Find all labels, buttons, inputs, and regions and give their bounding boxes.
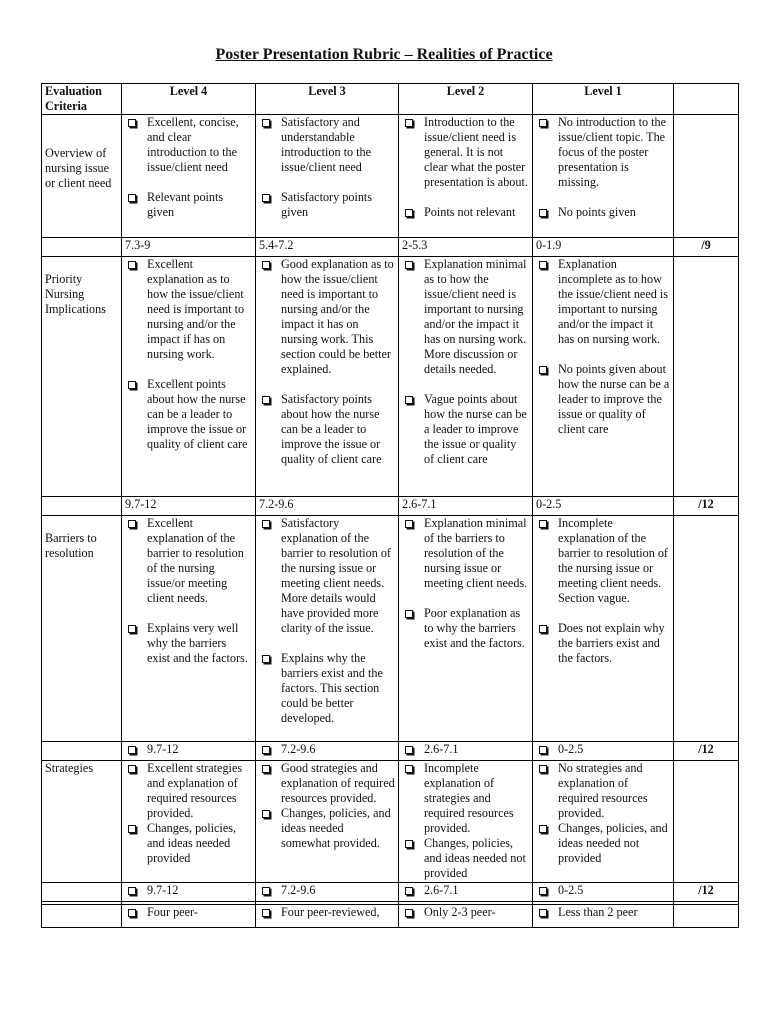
criterion-label: Strategies xyxy=(42,761,122,883)
bullet-text: Excellent explanation of the barrier to resolution of the nursing issue/or meeting client needs. xyxy=(147,516,244,605)
checkbox-icon xyxy=(539,746,547,754)
bullet-item xyxy=(125,190,252,220)
range-level-3 xyxy=(256,497,399,516)
checkbox-icon xyxy=(128,825,136,833)
range-text: 2-5.3 xyxy=(402,238,428,252)
range-text: 5.4-7.2 xyxy=(259,238,294,252)
range-text: 7.2-9.6 xyxy=(281,742,316,756)
bullet-item xyxy=(536,761,670,821)
checkbox-icon xyxy=(405,746,413,754)
bullet-text: Changes, policies, and ideas needed provided xyxy=(147,821,237,865)
bullet-text: Satisfactory points given xyxy=(281,190,373,219)
level-2-cell xyxy=(399,905,533,928)
level-3-cell xyxy=(256,115,399,238)
score-header xyxy=(674,84,739,115)
level-1-header: Level 1 xyxy=(533,84,674,115)
checkbox-icon xyxy=(262,261,270,269)
bullet-item xyxy=(259,516,395,636)
checkbox-icon xyxy=(262,909,270,917)
checkbox-icon xyxy=(128,625,136,633)
bullet-text: Explanation minimal of the barriers to resolution of the nursing issue or meeting client needs. xyxy=(424,516,528,590)
bullet-item xyxy=(259,115,395,175)
range-line xyxy=(259,742,395,757)
range-level-2 xyxy=(399,742,533,761)
range-line xyxy=(259,883,395,898)
total-score: /12 xyxy=(674,497,739,516)
criterion-row-strategies xyxy=(42,761,739,883)
bullet-item xyxy=(536,621,670,666)
bullet-text: Four peer- xyxy=(147,905,198,919)
checkbox-icon xyxy=(262,765,270,773)
empty-cell xyxy=(42,238,122,257)
bullet-text: Explains why the barriers exist and the factors. This section could be better developed. xyxy=(281,651,383,725)
level-2-cell xyxy=(399,257,533,497)
checkbox-icon xyxy=(405,887,413,895)
bullet-item xyxy=(536,905,670,920)
level-1-cell xyxy=(533,257,674,497)
range-level-2 xyxy=(399,883,533,902)
bullet-text: Relevant points given xyxy=(147,190,224,219)
total-score: /12 xyxy=(674,883,739,902)
bullet-item xyxy=(259,392,395,467)
range-level-3 xyxy=(256,238,399,257)
bullet-text: Good strategies and explanation of required resources provided. xyxy=(281,761,395,805)
bullet-text: Explains very well why the barriers exist and the factors. xyxy=(147,621,248,665)
checkbox-icon xyxy=(405,396,413,404)
level-4-cell xyxy=(122,257,256,497)
bullet-item xyxy=(259,905,395,920)
range-line xyxy=(536,883,670,898)
checkbox-icon xyxy=(405,765,413,773)
score-range-row xyxy=(42,883,739,902)
checkbox-icon xyxy=(262,887,270,895)
level-2-cell xyxy=(399,761,533,883)
range-line xyxy=(402,742,529,757)
checkbox-icon xyxy=(128,520,136,528)
level-4-header: Level 4 xyxy=(122,84,256,115)
checkbox-icon xyxy=(405,909,413,917)
range-text: 9.7-12 xyxy=(147,883,179,897)
rubric-table xyxy=(41,83,739,928)
range-level-1 xyxy=(533,497,674,516)
level-4-cell xyxy=(122,905,256,928)
bullet-item xyxy=(125,377,252,452)
bullet-item xyxy=(259,651,395,726)
checkbox-icon xyxy=(128,119,136,127)
bullet-text: Vague points about how the nurse can be a leader to improve the issue or quality of client care xyxy=(424,392,527,466)
range-level-2 xyxy=(399,497,533,516)
checkbox-icon xyxy=(128,887,136,895)
checkbox-icon xyxy=(262,396,270,404)
header-row xyxy=(42,84,739,115)
empty-cell xyxy=(42,742,122,761)
bullet-item xyxy=(259,190,395,220)
bullet-text: No introduction to the issue/client topic. The focus of the poster presentation is missing. xyxy=(558,115,666,189)
range-text: 9.7-12 xyxy=(147,742,179,756)
checkbox-icon xyxy=(539,625,547,633)
criterion-row-references xyxy=(42,905,739,928)
checkbox-icon xyxy=(405,119,413,127)
bullet-item xyxy=(259,257,395,377)
bullet-text: Changes, policies, and ideas needed not provided xyxy=(424,836,526,880)
checkbox-icon xyxy=(539,887,547,895)
bullet-text: Less than 2 peer xyxy=(558,905,638,919)
bullet-item xyxy=(402,115,529,190)
score-cell xyxy=(674,761,739,883)
bullet-item xyxy=(536,362,670,437)
range-text: 0-2.5 xyxy=(558,883,584,897)
checkbox-icon xyxy=(539,520,547,528)
bullet-item xyxy=(259,761,395,806)
bullet-text: Introduction to the issue/client need is general. It is not clear what the poster presentation is about. xyxy=(424,115,528,189)
checkbox-icon xyxy=(128,381,136,389)
range-text: 0-2.5 xyxy=(558,742,584,756)
bullet-text: Good explanation as to how the issue/client need is important to nursing and/or the impact it has on nursing work. This section could be better explained. xyxy=(281,257,394,376)
criterion-row-priority xyxy=(42,257,739,497)
score-range-row xyxy=(42,497,739,516)
bullet-text: Changes, policies, and ideas needed not provided xyxy=(558,821,668,865)
bullet-item xyxy=(125,621,252,666)
checkbox-icon xyxy=(405,840,413,848)
range-line xyxy=(125,883,252,898)
checkbox-icon xyxy=(262,746,270,754)
bullet-item xyxy=(402,516,529,591)
checkbox-icon xyxy=(128,746,136,754)
bullet-text: Changes, policies, and ideas needed somewhat provided. xyxy=(281,806,391,850)
score-cell xyxy=(674,905,739,928)
bullet-item xyxy=(402,905,529,920)
bullet-item xyxy=(536,257,670,347)
bullet-text: Four peer-reviewed, xyxy=(281,905,380,919)
checkbox-icon xyxy=(128,194,136,202)
range-level-1 xyxy=(533,883,674,902)
criterion-row-overview xyxy=(42,115,739,238)
bullet-item xyxy=(402,606,529,651)
checkbox-icon xyxy=(405,209,413,217)
bullet-text: Excellent, concise, and clear introduction to the issue/client need xyxy=(147,115,239,174)
empty-cell xyxy=(42,497,122,516)
criteria-header: Evaluation Criteria xyxy=(42,84,122,115)
bullet-text: Satisfactory and understandable introduction to the issue/client need xyxy=(281,115,372,174)
checkbox-icon xyxy=(128,765,136,773)
bullet-text: Only 2-3 peer- xyxy=(424,905,496,919)
range-level-4 xyxy=(122,742,256,761)
range-level-1 xyxy=(533,238,674,257)
checkbox-icon xyxy=(405,520,413,528)
checkbox-icon xyxy=(539,366,547,374)
range-text: 9.7-12 xyxy=(125,497,157,511)
range-level-3 xyxy=(256,883,399,902)
level-1-cell xyxy=(533,516,674,742)
level-2-cell xyxy=(399,115,533,238)
checkbox-icon xyxy=(539,765,547,773)
score-range-row xyxy=(42,742,739,761)
bullet-item xyxy=(259,806,395,851)
bullet-text: Incomplete explanation of strategies and required resources provided. xyxy=(424,761,514,835)
document-title: Poster Presentation Rubric – Realities of Practice xyxy=(215,46,553,63)
range-line xyxy=(402,883,529,898)
checkbox-icon xyxy=(262,810,270,818)
checkbox-icon xyxy=(539,119,547,127)
checkbox-icon xyxy=(128,261,136,269)
total-score: /9 xyxy=(674,238,739,257)
bullet-item xyxy=(125,516,252,606)
empty-cell xyxy=(42,905,122,928)
checkbox-icon xyxy=(128,909,136,917)
range-text: 2.6-7.1 xyxy=(424,883,459,897)
criterion-label: Priority Nursing Implications xyxy=(42,257,122,497)
criterion-row-barriers xyxy=(42,516,739,742)
criterion-label: Barriers to resolution xyxy=(42,516,122,742)
criterion-label: Overview of nursing issue or client need xyxy=(42,115,122,238)
checkbox-icon xyxy=(405,261,413,269)
range-level-4 xyxy=(122,883,256,902)
level-4-cell xyxy=(122,115,256,238)
range-text: 2.6-7.1 xyxy=(402,497,437,511)
bullet-text: Satisfactory points about how the nurse can be a leader to improve the issue or quality of client care xyxy=(281,392,382,466)
level-3-cell xyxy=(256,257,399,497)
checkbox-icon xyxy=(262,119,270,127)
bullet-item xyxy=(402,205,529,220)
range-level-4 xyxy=(122,497,256,516)
bullet-text: No points given about how the nurse can be a leader to improve the issue or quality of client care xyxy=(558,362,670,436)
level-1-cell xyxy=(533,115,674,238)
bullet-text: Excellent strategies and explanation of required resources provided. xyxy=(147,761,243,820)
bullet-text: Explanation minimal as to how the issue/client need is important to nursing and/or the impact it has on nursing work. More discussion or details needed. xyxy=(424,257,527,376)
checkbox-icon xyxy=(262,520,270,528)
bullet-item xyxy=(402,761,529,836)
range-text: 7.2-9.6 xyxy=(281,883,316,897)
checkbox-icon xyxy=(262,655,270,663)
score-cell xyxy=(674,115,739,238)
checkbox-icon xyxy=(539,825,547,833)
checkbox-icon xyxy=(539,909,547,917)
bullet-text: Satisfactory explanation of the barrier to resolution of the nursing issue or meeting client needs. More details would have provided more clarity of the issue. xyxy=(281,516,391,635)
bullet-item xyxy=(125,115,252,175)
level-3-cell xyxy=(256,761,399,883)
range-text: 7.2-9.6 xyxy=(259,497,294,511)
bullet-item xyxy=(536,205,670,220)
bullet-item xyxy=(125,821,252,866)
range-level-1 xyxy=(533,742,674,761)
bullet-text: Excellent explanation as to how the issue/client need is important to nursing and/or the impact if has on nursing work. xyxy=(147,257,245,361)
empty-cell xyxy=(42,883,122,902)
level-2-header: Level 2 xyxy=(399,84,533,115)
level-3-cell xyxy=(256,905,399,928)
checkbox-icon xyxy=(405,610,413,618)
bullet-item xyxy=(536,115,670,190)
range-text: 2.6-7.1 xyxy=(424,742,459,756)
bullet-item xyxy=(402,257,529,377)
bullet-item xyxy=(125,761,252,821)
bullet-item xyxy=(125,257,252,362)
level-3-cell xyxy=(256,516,399,742)
checkbox-icon xyxy=(262,194,270,202)
bullet-text: Poor explanation as to why the barriers exist and the factors. xyxy=(424,606,525,650)
level-4-cell xyxy=(122,761,256,883)
range-line xyxy=(125,742,252,757)
level-3-header: Level 3 xyxy=(256,84,399,115)
range-level-3 xyxy=(256,742,399,761)
score-cell xyxy=(674,516,739,742)
bullet-text: No strategies and explanation of required resources provided. xyxy=(558,761,648,820)
bullet-text: Explanation incomplete as to how the issue/client need is important to nursing and/or the impact it has on nursing work. xyxy=(558,257,668,346)
bullet-item xyxy=(125,905,252,920)
bullet-text: Incomplete explanation of the barrier to resolution of the nursing issue or meeting client needs. Section vague. xyxy=(558,516,668,605)
level-1-cell xyxy=(533,905,674,928)
level-4-cell xyxy=(122,516,256,742)
bullet-item xyxy=(402,392,529,467)
bullet-text: Points not relevant xyxy=(424,205,516,219)
score-cell xyxy=(674,257,739,497)
bullet-text: Excellent points about how the nurse can be a leader to improve the issue or quality of client care xyxy=(147,377,248,451)
score-range-row xyxy=(42,238,739,257)
checkbox-icon xyxy=(539,209,547,217)
range-text: 0-1.9 xyxy=(536,238,562,252)
level-1-cell xyxy=(533,761,674,883)
range-level-4 xyxy=(122,238,256,257)
range-text: 7.3-9 xyxy=(125,238,151,252)
bullet-item xyxy=(402,836,529,881)
range-text: 0-2.5 xyxy=(536,497,562,511)
bullet-text: Does not explain why the barriers exist and the factors. xyxy=(558,621,665,665)
total-score: /12 xyxy=(674,742,739,761)
bullet-item xyxy=(536,821,670,866)
bullet-text: No points given xyxy=(558,205,636,219)
bullet-item xyxy=(536,516,670,606)
range-line xyxy=(536,742,670,757)
level-2-cell xyxy=(399,516,533,742)
range-level-2 xyxy=(399,238,533,257)
checkbox-icon xyxy=(539,261,547,269)
